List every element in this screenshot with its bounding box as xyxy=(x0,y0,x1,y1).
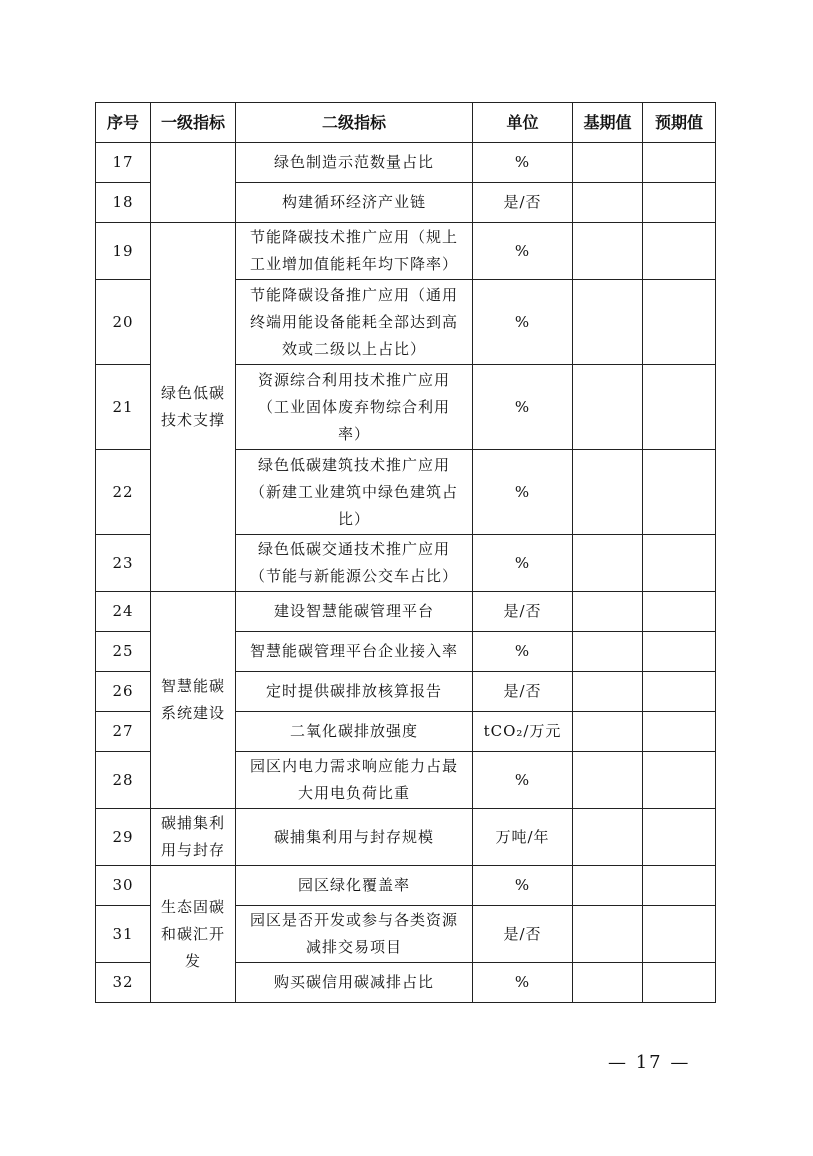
row-number: 24 xyxy=(96,592,151,632)
indicator-table xyxy=(95,102,716,1003)
row-number: 30 xyxy=(96,866,151,906)
table-row xyxy=(96,592,716,632)
expected-value-cell xyxy=(643,280,716,365)
unit-cell: 万吨/年 xyxy=(473,809,573,866)
secondary-indicator: 资源综合利用技术推广应用 （工业固体废弃物综合利用 率） xyxy=(236,365,473,450)
expected-value-cell xyxy=(643,632,716,672)
expected-value-cell xyxy=(643,183,716,223)
table-row xyxy=(96,143,716,183)
expected-value-cell xyxy=(643,365,716,450)
row-number: 32 xyxy=(96,963,151,1003)
secondary-indicator: 二氧化碳排放强度 xyxy=(236,712,473,752)
row-number: 21 xyxy=(96,365,151,450)
expected-value-cell xyxy=(643,143,716,183)
header-base: 基期值 xyxy=(573,103,643,143)
expected-value-cell xyxy=(643,450,716,535)
unit-cell: 是/否 xyxy=(473,672,573,712)
unit-cell: 是/否 xyxy=(473,906,573,963)
primary-indicator: 绿色低碳技术支撑 xyxy=(151,223,236,592)
table-body xyxy=(96,143,716,1003)
unit-cell: % xyxy=(473,963,573,1003)
expected-value-cell xyxy=(643,963,716,1003)
row-number: 26 xyxy=(96,672,151,712)
base-value-cell xyxy=(573,183,643,223)
secondary-indicator: 绿色低碳交通技术推广应用 （节能与新能源公交车占比） xyxy=(236,535,473,592)
unit-cell: tCO₂/万元 xyxy=(473,712,573,752)
header-primary: 一级指标 xyxy=(151,103,236,143)
base-value-cell xyxy=(573,809,643,866)
base-value-cell xyxy=(573,672,643,712)
row-number: 31 xyxy=(96,906,151,963)
unit-cell: % xyxy=(473,450,573,535)
unit-cell: % xyxy=(473,866,573,906)
base-value-cell xyxy=(573,280,643,365)
unit-cell: 是/否 xyxy=(473,183,573,223)
secondary-indicator: 碳捕集利用与封存规模 xyxy=(236,809,473,866)
header-unit: 单位 xyxy=(473,103,573,143)
primary-indicator xyxy=(151,143,236,223)
unit-cell: % xyxy=(473,280,573,365)
secondary-indicator: 园区内电力需求响应能力占最 大用电负荷比重 xyxy=(236,752,473,809)
expected-value-cell xyxy=(643,906,716,963)
expected-value-cell xyxy=(643,866,716,906)
row-number: 27 xyxy=(96,712,151,752)
secondary-indicator: 绿色低碳建筑技术推广应用 （新建工业建筑中绿色建筑占 比） xyxy=(236,450,473,535)
header-secondary: 二级指标 xyxy=(236,103,473,143)
header-no: 序号 xyxy=(96,103,151,143)
base-value-cell xyxy=(573,632,643,672)
base-value-cell xyxy=(573,592,643,632)
expected-value-cell xyxy=(643,223,716,280)
row-number: 18 xyxy=(96,183,151,223)
base-value-cell xyxy=(573,963,643,1003)
secondary-indicator: 定时提供碳排放核算报告 xyxy=(236,672,473,712)
table-row xyxy=(96,809,716,866)
base-value-cell xyxy=(573,752,643,809)
row-number: 17 xyxy=(96,143,151,183)
unit-cell: % xyxy=(473,143,573,183)
secondary-indicator: 园区是否开发或参与各类资源 减排交易项目 xyxy=(236,906,473,963)
expected-value-cell xyxy=(643,752,716,809)
row-number: 19 xyxy=(96,223,151,280)
expected-value-cell xyxy=(643,535,716,592)
page-number: — 17 — xyxy=(608,1052,691,1073)
row-number: 22 xyxy=(96,450,151,535)
secondary-indicator: 节能降碳设备推广应用（通用 终端用能设备能耗全部达到高 效或二级以上占比） xyxy=(236,280,473,365)
expected-value-cell xyxy=(643,809,716,866)
unit-cell: % xyxy=(473,535,573,592)
primary-indicator: 智慧能碳系统建设 xyxy=(151,592,236,809)
expected-value-cell xyxy=(643,712,716,752)
base-value-cell xyxy=(573,365,643,450)
secondary-indicator: 智慧能碳管理平台企业接入率 xyxy=(236,632,473,672)
table-row xyxy=(96,866,716,906)
row-number: 25 xyxy=(96,632,151,672)
base-value-cell xyxy=(573,866,643,906)
unit-cell: 是/否 xyxy=(473,592,573,632)
unit-cell: % xyxy=(473,223,573,280)
row-number: 20 xyxy=(96,280,151,365)
expected-value-cell xyxy=(643,592,716,632)
primary-indicator: 碳捕集利用与封存 xyxy=(151,809,236,866)
secondary-indicator: 园区绿化覆盖率 xyxy=(236,866,473,906)
table-header-row xyxy=(96,103,716,143)
base-value-cell xyxy=(573,223,643,280)
unit-cell: % xyxy=(473,752,573,809)
base-value-cell xyxy=(573,535,643,592)
row-number: 23 xyxy=(96,535,151,592)
base-value-cell xyxy=(573,143,643,183)
row-number: 29 xyxy=(96,809,151,866)
expected-value-cell xyxy=(643,672,716,712)
unit-cell: % xyxy=(473,365,573,450)
unit-cell: % xyxy=(473,632,573,672)
secondary-indicator: 节能降碳技术推广应用（规上 工业增加值能耗年均下降率） xyxy=(236,223,473,280)
row-number: 28 xyxy=(96,752,151,809)
secondary-indicator: 建设智慧能碳管理平台 xyxy=(236,592,473,632)
header-expected: 预期值 xyxy=(643,103,716,143)
secondary-indicator: 构建循环经济产业链 xyxy=(236,183,473,223)
base-value-cell xyxy=(573,450,643,535)
base-value-cell xyxy=(573,712,643,752)
secondary-indicator: 购买碳信用碳减排占比 xyxy=(236,963,473,1003)
base-value-cell xyxy=(573,906,643,963)
table-row xyxy=(96,223,716,280)
secondary-indicator: 绿色制造示范数量占比 xyxy=(236,143,473,183)
primary-indicator: 生态固碳和碳汇开发 xyxy=(151,866,236,1003)
